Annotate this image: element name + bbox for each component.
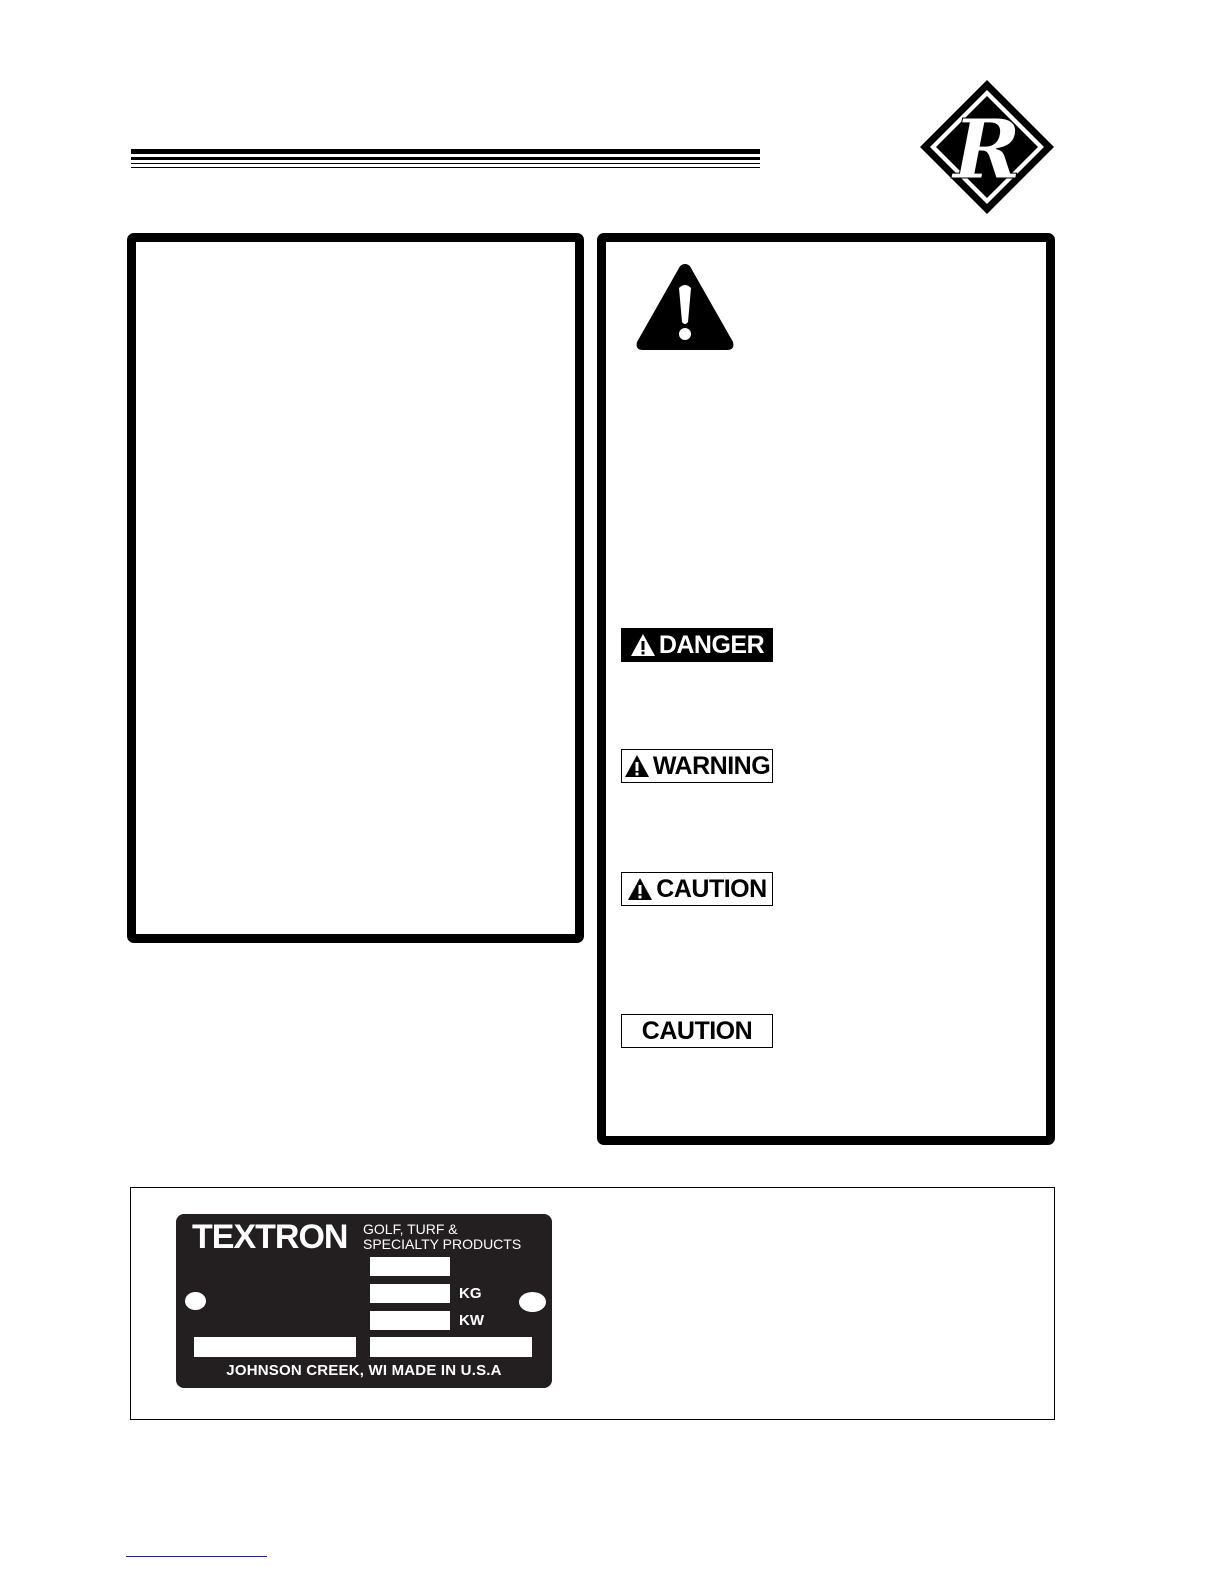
plate-mount-hole <box>519 1292 546 1312</box>
header-rule-thin <box>131 167 760 168</box>
caution-signal-word <box>621 872 773 906</box>
alert-triangle-icon <box>630 633 656 657</box>
serial-number-plate <box>176 1214 552 1388</box>
plate-field-serial <box>370 1337 532 1357</box>
plate-brand: TEXTRON <box>192 1218 348 1256</box>
plate-tagline-2: SPECIALTY PRODUCTS <box>363 1236 522 1252</box>
plate-field-power <box>370 1311 450 1330</box>
logo-letter: R <box>952 102 1022 198</box>
safety-alert-triangle-icon <box>633 260 737 354</box>
caution-plain-label: CAUTION <box>641 1016 753 1045</box>
alert-triangle-icon <box>624 754 650 778</box>
warning-label: WARNING <box>652 751 771 780</box>
danger-signal-word <box>621 628 773 662</box>
plate-kg-label: KG <box>459 1285 482 1302</box>
plate-mount-hole <box>185 1292 206 1310</box>
danger-label: DANGER <box>658 630 765 659</box>
plate-footer: JOHNSON CREEK, WI MADE IN U.S.A <box>226 1362 502 1379</box>
header-rule-thin <box>131 163 760 164</box>
plate-tagline-1: GOLF, TURF & <box>363 1221 458 1237</box>
plate-field-weight <box>370 1284 450 1303</box>
footer-link-underline[interactable] <box>126 1556 267 1557</box>
left-info-panel <box>127 233 584 943</box>
alert-triangle-icon <box>627 877 653 901</box>
safety-panel <box>597 233 1055 1145</box>
header-rule-thick <box>131 149 760 154</box>
caution-label: CAUTION <box>656 874 767 903</box>
plate-field-model <box>194 1337 356 1357</box>
header-rule-mid <box>131 157 760 160</box>
plate-field-blank <box>370 1257 450 1276</box>
diamond-r-logo <box>918 78 1056 216</box>
plate-kw-label: KW <box>459 1312 484 1329</box>
caution-plain-signal-word <box>621 1014 773 1048</box>
warning-signal-word <box>621 749 773 783</box>
